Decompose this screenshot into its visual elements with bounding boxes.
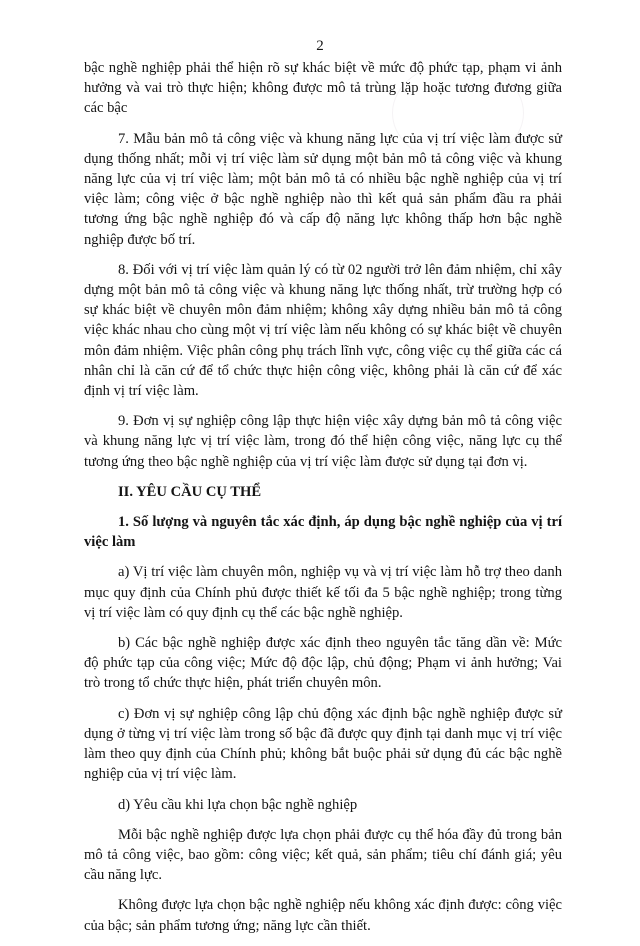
page-number: 2 <box>316 38 324 54</box>
paragraph-item-a: a) Vị trí việc làm chuyên môn, nghiệp vụ và vị trí việc làm hỗ trợ theo danh mục quy định của Chính phủ được thiết kế tối đa 5 bậc nghề nghiệp; trong từng vị trí việc làm có quy định cụ thể các bậc nghề nghiệp. <box>84 564 562 621</box>
paragraph-item-d-detail-1: Mỗi bậc nghề nghiệp được lựa chọn phải được cụ thể hóa đầy đủ trong bản mô tả công việc, bao gồm: công việc; kết quả, sản phẩm; tiêu chí đánh giá; yêu cầu năng lực. <box>84 826 562 884</box>
paragraph-item-c: c) Đơn vị sự nghiệp công lập chủ động xác định bậc nghề nghiệp được sử dụng ở từng vị trí việc làm trong số bậc đã được quy định tại danh mục vị trí việc làm theo quy định của Chính phủ; không bắt buộc phải sử dụng đủ các bậc nghề nghiệp của vị trí việc làm. <box>84 705 562 783</box>
paragraph-continuation: bậc nghề nghiệp phải thể hiện rõ sự khác biệt về mức độ phức tạp, phạm vi ảnh hưởng và vai trò thực hiện; không được mô tả trùng lặp hoặc tương đương giữa các bậc <box>84 60 562 117</box>
paragraph-item-8: 8. Đối với vị trí việc làm quản lý có từ 02 người trở lên đảm nhiệm, chỉ xây dựng một bản mô tả công việc và khung năng lực thống nhất, trừ trường hợp có sự khác biệt về chuyên môn đảm nhiệm; không xây dựng nhiều bản mô tả công việc khác nhau cho cùng một vị trí việc làm nếu không có sự khác biệt về chuyên môn đảm nhiệm. Việc phân công phụ trách lĩnh vực, công việc cụ thể giữa các cá nhân chỉ là căn cứ để tổ chức thực hiện công việc, không phải là căn cứ để xác định vị trí việc làm. <box>84 261 562 400</box>
subsection-heading-1: 1. Số lượng và nguyên tắc xác định, áp dụng bậc nghề nghiệp của vị trí việc làm <box>84 514 562 551</box>
paragraph-item-7: 7. Mẫu bản mô tả công việc và khung năng lực của vị trí việc làm được sử dụng thống nhất; mỗi vị trí việc làm sử dụng một bản mô tả công việc và khung năng lực của vị trí việc làm; một bản mô tả có nhiều bậc nghề nghiệp của vị trí việc làm; công việc ở bậc nghề nghiệp nào thì kết quả sản phẩm đầu ra phải tương ứng bậc nghề nghiệp đó và cấp độ năng lực không thấp hơn bậc nghề nghiệp được bố trí. <box>84 130 562 248</box>
paragraph-item-9: 9. Đơn vị sự nghiệp công lập thực hiện việc xây dựng bản mô tả công việc và khung năng lực vị trí việc làm, trong đó thể hiện công việc, năng lực cụ thể tương ứng theo bậc nghề nghiệp của vị trí việc làm được sử dụng tại đơn vị. <box>84 413 562 470</box>
paragraph-item-d: d) Yêu cầu khi lựa chọn bậc nghề nghiệp <box>118 796 358 813</box>
paragraph-item-d-detail-2: Không được lựa chọn bậc nghề nghiệp nếu không xác định được: công việc của bậc; sản phẩm tương ứng; năng lực cần thiết. <box>84 897 562 934</box>
section-heading-ii: II. YÊU CẦU CỤ THỂ <box>118 483 262 500</box>
paragraph-item-b: b) Các bậc nghề nghiệp được xác định theo nguyên tắc tăng dần về: Mức độ phức tạp của công việc; Mức độ độc lập, chủ động; Phạm vi ảnh hưởng; Vai trò trong tổ chức thực hiện, phát triển chuyên môn. <box>84 635 562 692</box>
document-body <box>84 58 562 946</box>
